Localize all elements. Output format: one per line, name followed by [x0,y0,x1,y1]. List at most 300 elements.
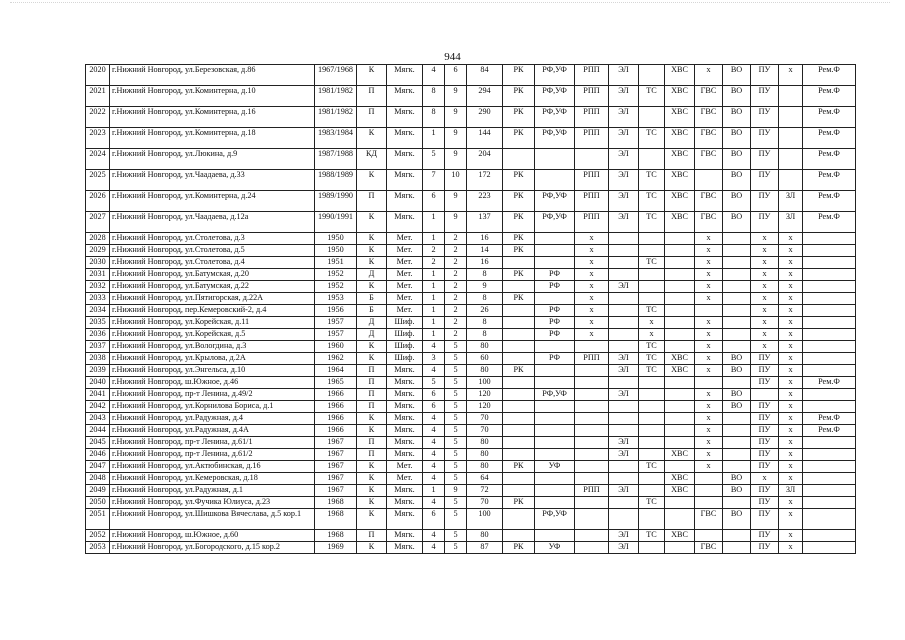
entrances-cell: 9 [445,485,467,497]
col-ts-cell: ТС [639,86,665,107]
table-row [86,149,856,170]
floors-cell: 4 [423,437,445,449]
entrances-cell: 9 [445,212,467,233]
row-number-cell: 2047 [86,461,110,473]
apartments-cell: 100 [467,509,503,530]
col-rk-cell [503,473,535,485]
build-year-cell: 1953 [315,293,357,305]
build-year-cell: 1967 [315,485,357,497]
col-pu-cell: ПУ [751,212,779,233]
col-rf-cell [535,170,575,191]
col-el-cell: ЭЛ [609,365,639,377]
col-rk-cell [503,149,535,170]
floors-cell: 8 [423,86,445,107]
build-year-cell: 1962 [315,353,357,365]
col-rem-cell: Рем.Ф [803,377,856,389]
apartments-cell: 16 [467,233,503,245]
col-hvs-cell: ХВС [665,473,695,485]
col-vo-cell: ВО [723,128,751,149]
col-ts-cell: ТС [639,365,665,377]
roof-type-cell: Мягк. [387,128,423,149]
roof-type-cell: Мет. [387,473,423,485]
table-row [86,212,856,233]
col-zl-cell: х [779,473,803,485]
col-rem-cell [803,389,856,401]
row-number-cell: 2046 [86,449,110,461]
col-pu-cell: ПУ [751,107,779,128]
table-row [86,269,856,281]
col-hvs-cell [665,377,695,389]
col-gvs-cell: х [695,341,723,353]
col-rk-cell [503,389,535,401]
col-hvs-cell [665,542,695,554]
col-rpp-cell: РПП [575,212,609,233]
apartments-cell: 9 [467,281,503,293]
entrances-cell: 5 [445,353,467,365]
col-rf-cell [535,473,575,485]
col-pu-cell: ПУ [751,353,779,365]
col-zl-cell: х [779,269,803,281]
table-row [86,377,856,389]
wall-type-cell: П [357,191,387,212]
apartments-cell: 64 [467,473,503,485]
build-year-cell: 1966 [315,413,357,425]
col-el-cell: ЭЛ [609,212,639,233]
col-gvs-cell: х [695,437,723,449]
roof-type-cell: Мет. [387,269,423,281]
col-rpp-cell: РПП [575,128,609,149]
col-zl-cell: ЗЛ [779,212,803,233]
col-rem-cell: Рем.Ф [803,212,856,233]
col-vo-cell: ВО [723,191,751,212]
floors-cell: 4 [423,461,445,473]
build-year-cell: 1989/1990 [315,191,357,212]
col-gvs-cell: х [695,329,723,341]
col-vo-cell [723,293,751,305]
col-rem-cell: Рем.Ф [803,65,856,86]
address-cell: г.Нижний Новгород, ул.Коминтерна, д.24 [110,191,315,212]
wall-type-cell: П [357,365,387,377]
col-hvs-cell [665,329,695,341]
table-row [86,293,856,305]
table-row [86,107,856,128]
build-year-cell: 1957 [315,329,357,341]
col-rem-cell: Рем.Ф [803,86,856,107]
col-rf-cell [535,449,575,461]
col-vo-cell: ВО [723,509,751,530]
col-zl-cell [779,170,803,191]
col-zl-cell: х [779,401,803,413]
col-zl-cell: х [779,317,803,329]
col-ts-cell [639,149,665,170]
col-pu-cell: ПУ [751,401,779,413]
entrances-cell: 2 [445,317,467,329]
wall-type-cell: КД [357,149,387,170]
table-row [86,542,856,554]
col-rpp-cell: РПП [575,485,609,497]
col-hvs-cell [665,293,695,305]
build-year-cell: 1957 [315,317,357,329]
col-gvs-cell [695,497,723,509]
col-zl-cell: х [779,449,803,461]
col-rem-cell [803,449,856,461]
col-hvs-cell [665,425,695,437]
col-gvs-cell: х [695,257,723,269]
wall-type-cell: П [357,389,387,401]
wall-type-cell: К [357,281,387,293]
col-rem-cell [803,245,856,257]
apartments-cell: 137 [467,212,503,233]
apartments-cell: 70 [467,497,503,509]
apartments-cell: 80 [467,341,503,353]
apartments-cell: 172 [467,170,503,191]
col-rk-cell: РК [503,245,535,257]
col-rpp-cell [575,413,609,425]
address-cell: г.Нижний Новгород, ул.Фучика Юлиуса, д.23 [110,497,315,509]
wall-type-cell: П [357,530,387,542]
entrances-cell: 5 [445,425,467,437]
col-ts-cell [639,449,665,461]
floors-cell: 1 [423,269,445,281]
build-year-cell: 1967 [315,461,357,473]
roof-type-cell: Шиф. [387,317,423,329]
col-rk-cell [503,485,535,497]
build-year-cell: 1966 [315,389,357,401]
col-rk-cell [503,281,535,293]
col-hvs-cell [665,413,695,425]
col-el-cell [609,401,639,413]
col-hvs-cell [665,281,695,293]
col-el-cell: ЭЛ [609,281,639,293]
table-row [86,473,856,485]
entrances-cell: 5 [445,449,467,461]
wall-type-cell: Д [357,317,387,329]
wall-type-cell: К [357,353,387,365]
row-number-cell: 2024 [86,149,110,170]
build-year-cell: 1990/1991 [315,212,357,233]
col-vo-cell: ВО [723,86,751,107]
row-number-cell: 2026 [86,191,110,212]
col-rem-cell [803,257,856,269]
col-rem-cell [803,542,856,554]
table-row [86,86,856,107]
floors-cell: 6 [423,389,445,401]
floors-cell: 1 [423,233,445,245]
entrances-cell: 5 [445,497,467,509]
row-number-cell: 2029 [86,245,110,257]
table-row [86,353,856,365]
roof-type-cell: Мет. [387,293,423,305]
col-pu-cell: х [751,245,779,257]
col-rem-cell: Рем.Ф [803,149,856,170]
roof-type-cell: Мет. [387,461,423,473]
floors-cell: 7 [423,170,445,191]
entrances-cell: 9 [445,128,467,149]
address-cell: г.Нижний Новгород, ул.Шишкова Вячеслава, д.5 кор.1 [110,509,315,530]
row-number-cell: 2028 [86,233,110,245]
col-rpp-cell: х [575,317,609,329]
apartments-cell: 290 [467,107,503,128]
col-el-cell [609,377,639,389]
col-ts-cell: ТС [639,191,665,212]
row-number-cell: 2025 [86,170,110,191]
col-gvs-cell: х [695,389,723,401]
col-rf-cell [535,341,575,353]
col-ts-cell [639,107,665,128]
col-rem-cell [803,401,856,413]
col-gvs-cell: ГВС [695,542,723,554]
wall-type-cell: К [357,413,387,425]
col-el-cell: ЭЛ [609,437,639,449]
row-number-cell: 2042 [86,401,110,413]
col-pu-cell: ПУ [751,461,779,473]
col-ts-cell: ТС [639,170,665,191]
address-cell: г.Нижний Новгород, ш.Южное, д.46 [110,377,315,389]
col-gvs-cell: х [695,269,723,281]
col-rk-cell [503,449,535,461]
col-rf-cell: РФ [535,305,575,317]
wall-type-cell: К [357,473,387,485]
col-hvs-cell [665,509,695,530]
apartments-cell: 84 [467,65,503,86]
col-vo-cell [723,377,751,389]
col-rem-cell [803,305,856,317]
col-rf-cell [535,401,575,413]
col-ts-cell: ТС [639,305,665,317]
roof-type-cell: Мягк. [387,485,423,497]
wall-type-cell: К [357,128,387,149]
wall-type-cell: К [357,461,387,473]
col-vo-cell [723,305,751,317]
col-rk-cell [503,257,535,269]
col-rk-cell: РК [503,233,535,245]
col-hvs-cell: ХВС [665,128,695,149]
address-cell: г.Нижний Новгород, ул.Энгельса, д.10 [110,365,315,377]
entrances-cell: 9 [445,86,467,107]
col-hvs-cell [665,341,695,353]
floors-cell: 5 [423,377,445,389]
col-hvs-cell: ХВС [665,449,695,461]
col-el-cell: ЭЛ [609,86,639,107]
col-rem-cell [803,293,856,305]
wall-type-cell: К [357,233,387,245]
floors-cell: 1 [423,212,445,233]
build-year-cell: 1952 [315,269,357,281]
col-zl-cell: х [779,65,803,86]
col-rk-cell [503,509,535,530]
col-pu-cell: х [751,341,779,353]
col-rf-cell [535,293,575,305]
table-row [86,413,856,425]
table-row [86,341,856,353]
col-rf-cell [535,149,575,170]
col-rpp-cell: х [575,281,609,293]
entrances-cell: 5 [445,461,467,473]
col-gvs-cell: х [695,461,723,473]
row-number-cell: 2050 [86,497,110,509]
entrances-cell: 2 [445,293,467,305]
col-rf-cell: РФ,УФ [535,65,575,86]
col-vo-cell [723,461,751,473]
col-vo-cell: ВО [723,485,751,497]
col-zl-cell: х [779,305,803,317]
col-rem-cell [803,461,856,473]
col-gvs-cell: х [695,353,723,365]
col-rf-cell [535,233,575,245]
col-pu-cell [751,389,779,401]
floors-cell: 4 [423,449,445,461]
col-el-cell: ЭЛ [609,449,639,461]
col-vo-cell [723,341,751,353]
col-pu-cell: ПУ [751,191,779,212]
col-pu-cell: ПУ [751,413,779,425]
col-rk-cell: РК [503,170,535,191]
col-ts-cell: ТС [639,530,665,542]
col-rf-cell: РФ,УФ [535,389,575,401]
row-number-cell: 2023 [86,128,110,149]
col-pu-cell: х [751,257,779,269]
build-year-cell: 1966 [315,401,357,413]
address-cell: г.Нижний Новгород, ул.Кемеровская, д.18 [110,473,315,485]
col-pu-cell: х [751,293,779,305]
col-el-cell [609,269,639,281]
entrances-cell: 9 [445,149,467,170]
col-el-cell [609,473,639,485]
address-cell: г.Нижний Новгород, пер.Кемеровский-2, д.4 [110,305,315,317]
col-vo-cell: ВО [723,212,751,233]
col-rpp-cell [575,542,609,554]
col-rem-cell: Рем.Ф [803,425,856,437]
col-rk-cell: РК [503,269,535,281]
col-rem-cell [803,341,856,353]
roof-type-cell: Мягк. [387,377,423,389]
col-rpp-cell [575,437,609,449]
apartments-cell: 223 [467,191,503,212]
col-ts-cell: ТС [639,212,665,233]
build-year-cell: 1967 [315,449,357,461]
col-vo-cell [723,437,751,449]
floors-cell: 6 [423,191,445,212]
col-el-cell: ЭЛ [609,65,639,86]
roof-type-cell: Мягк. [387,497,423,509]
address-cell: г.Нижний Новгород, ул.Крылова, д.2А [110,353,315,365]
col-gvs-cell: ГВС [695,509,723,530]
col-zl-cell: х [779,542,803,554]
col-el-cell [609,233,639,245]
wall-type-cell: К [357,245,387,257]
col-rk-cell [503,401,535,413]
row-number-cell: 2044 [86,425,110,437]
table-row [86,245,856,257]
col-rem-cell [803,497,856,509]
col-zl-cell: х [779,353,803,365]
col-zl-cell: х [779,497,803,509]
col-ts-cell [639,542,665,554]
col-rpp-cell [575,377,609,389]
table-row [86,65,856,86]
col-vo-cell [723,269,751,281]
col-zl-cell: х [779,245,803,257]
col-gvs-cell: х [695,317,723,329]
col-hvs-cell: ХВС [665,530,695,542]
col-gvs-cell: х [695,245,723,257]
row-number-cell: 2052 [86,530,110,542]
address-cell: г.Нижний Новгород, ул.Богородского, д.15 кор.2 [110,542,315,554]
apartments-cell: 80 [467,449,503,461]
col-rpp-cell [575,530,609,542]
col-ts-cell [639,509,665,530]
floors-cell: 4 [423,365,445,377]
wall-type-cell: Б [357,293,387,305]
col-ts-cell [639,281,665,293]
table-row [86,509,856,530]
wall-type-cell: К [357,212,387,233]
apartments-cell: 70 [467,425,503,437]
col-ts-cell: ТС [639,461,665,473]
col-rk-cell [503,413,535,425]
col-rf-cell: РФ,УФ [535,509,575,530]
roof-type-cell: Шиф. [387,341,423,353]
table-row [86,317,856,329]
build-year-cell: 1987/1988 [315,149,357,170]
col-vo-cell [723,530,751,542]
col-zl-cell: х [779,509,803,530]
row-number-cell: 2020 [86,65,110,86]
col-el-cell: ЭЛ [609,485,639,497]
col-pu-cell: ПУ [751,509,779,530]
col-zl-cell: х [779,233,803,245]
table-row [86,305,856,317]
col-rpp-cell: РПП [575,170,609,191]
col-hvs-cell [665,461,695,473]
build-year-cell: 1952 [315,281,357,293]
col-rem-cell [803,317,856,329]
col-el-cell: ЭЛ [609,530,639,542]
col-zl-cell: х [779,377,803,389]
col-rk-cell [503,329,535,341]
floors-cell: 4 [423,542,445,554]
col-rf-cell [535,485,575,497]
wall-type-cell: П [357,437,387,449]
roof-type-cell: Мягк. [387,530,423,542]
col-gvs-cell: х [695,425,723,437]
col-ts-cell [639,413,665,425]
entrances-cell: 5 [445,413,467,425]
row-number-cell: 2048 [86,473,110,485]
col-zl-cell [779,128,803,149]
col-zl-cell [779,86,803,107]
build-year-cell: 1964 [315,365,357,377]
col-rpp-cell [575,461,609,473]
col-el-cell [609,461,639,473]
col-rem-cell [803,509,856,530]
col-rf-cell [535,413,575,425]
apartments-cell: 294 [467,86,503,107]
col-rf-cell: РФ [535,329,575,341]
entrances-cell: 9 [445,191,467,212]
roof-type-cell: Мягк. [387,401,423,413]
apartments-cell: 14 [467,245,503,257]
floors-cell: 4 [423,425,445,437]
floors-cell: 1 [423,128,445,149]
col-pu-cell: ПУ [751,128,779,149]
col-rem-cell [803,473,856,485]
col-el-cell: ЭЛ [609,542,639,554]
wall-type-cell: Б [357,305,387,317]
col-rk-cell [503,317,535,329]
entrances-cell: 5 [445,365,467,377]
build-year-cell: 1960 [315,341,357,353]
